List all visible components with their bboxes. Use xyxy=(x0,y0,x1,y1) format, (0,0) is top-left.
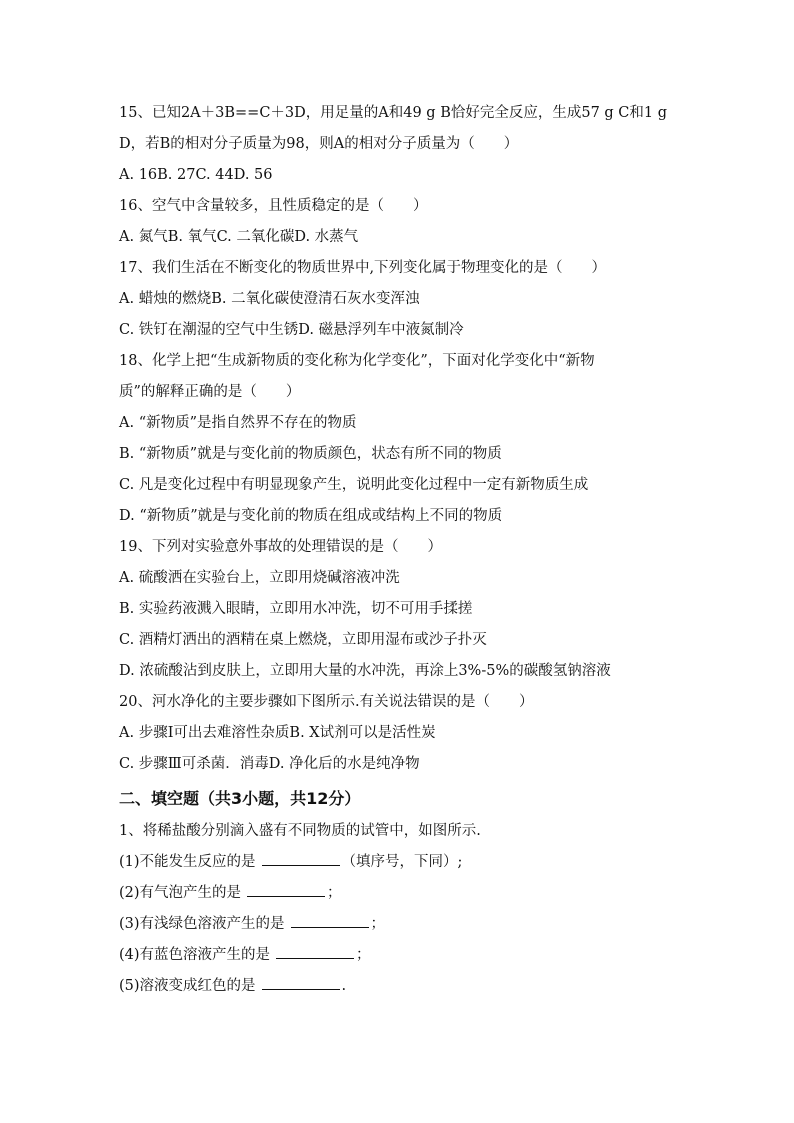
question-20-options-cd: C. 步骤Ⅲ可杀菌．消毒D. 净化后的水是纯净物 xyxy=(119,756,420,772)
question-18-option-b: B. “新物质”就是与变化前的物质颜色，状态有所不同的物质 xyxy=(119,446,502,462)
fill-item-1-prompt: (1)不能发生反应的是 xyxy=(119,854,256,870)
question-20-options-ab: A. 步骤Ⅰ可出去难溶性杂质B. X试剂可以是活性炭 xyxy=(119,725,436,741)
question-19-stem: 19、下列对实验意外事故的处理错误的是（ ） xyxy=(119,539,442,555)
question-18-line-1: 18、化学上把“生成新物质的变化称为化学变化”，下面对化学变化中“新物 xyxy=(119,353,595,369)
fill-item-3-prompt: (3)有浅绿色溶液产生的是 xyxy=(119,916,285,932)
question-18-option-d: D. “新物质”就是与变化前的物质在组成或结构上不同的物质 xyxy=(119,508,503,524)
fill-item-1-suffix: （填序号，下同）; xyxy=(341,854,463,870)
question-17-stem: 17、我们生活在不断变化的物质世界中,下列变化属于物理变化的是（ ） xyxy=(119,260,607,276)
fill-item-3 xyxy=(119,909,679,940)
fill-item-4 xyxy=(119,940,679,971)
fill-item-2-prompt: (2)有气泡产生的是 xyxy=(119,885,242,901)
question-19-option-b: B. 实验药液溅入眼睛，立即用水冲洗，切不可用手揉搓 xyxy=(119,601,473,617)
fill-item-2-suffix: ； xyxy=(327,885,342,901)
fill-question-1-stem: 1、将稀盐酸分别滴入盛有不同物质的试管中，如图所示. xyxy=(119,823,481,839)
question-18-line-2: 质”的解释正确的是（ ） xyxy=(119,384,301,400)
document-page xyxy=(119,98,679,1002)
section-2-heading: 二、填空题（共3小题，共12分） xyxy=(119,789,361,808)
fill-item-1 xyxy=(119,847,679,878)
question-15-options: A. 16B. 27C. 44D. 56 xyxy=(119,167,273,183)
answer-blank-3[interactable] xyxy=(291,911,369,928)
question-18-option-a: A. “新物质”是指自然界不存在的物质 xyxy=(119,415,357,431)
question-16-options: A. 氮气B. 氧气C. 二氧化碳D. 水蒸气 xyxy=(119,229,359,245)
question-16-stem: 16、空气中含量较多，且性质稳定的是（ ） xyxy=(119,198,428,214)
question-17-options-ab: A. 蜡烛的燃烧B. 二氧化碳使澄清石灰水变浑浊 xyxy=(119,291,420,307)
answer-blank-4[interactable] xyxy=(276,942,354,959)
answer-blank-5[interactable] xyxy=(262,973,340,990)
answer-blank-1[interactable] xyxy=(262,849,340,866)
answer-blank-2[interactable] xyxy=(247,880,325,897)
question-15-line-1: 15、已知2A＋3B==C＋3D，用足量的A和49 g B恰好完全反应，生成57 g C和1 g xyxy=(119,105,668,121)
fill-item-2 xyxy=(119,878,679,909)
fill-item-5-suffix: . xyxy=(341,978,347,994)
question-19-option-c: C. 酒精灯洒出的酒精在桌上燃烧，立即用湿布或沙子扑灭 xyxy=(119,632,487,648)
fill-item-3-suffix: ； xyxy=(370,916,386,932)
question-19-option-d: D. 浓硫酸沾到皮肤上，立即用大量的水冲洗，再涂上3%-5%的碳酸氢钠溶液 xyxy=(119,663,611,679)
fill-item-4-prompt: (4)有蓝色溶液产生的是 xyxy=(119,947,271,963)
fill-item-5 xyxy=(119,971,679,1002)
question-19-option-a: A. 硫酸洒在实验台上，立即用烧碱溶液冲洗 xyxy=(119,570,400,586)
question-18-option-c: C. 凡是变化过程中有明显现象产生，说明此变化过程中一定有新物质生成 xyxy=(119,477,589,493)
question-20-stem: 20、河水净化的主要步骤如下图所示.有关说法错误的是（ ） xyxy=(119,694,534,710)
question-15-line-2: D，若B的相对分子质量为98，则A的相对分子质量为（ ） xyxy=(119,136,519,152)
question-17-options-cd: C. 铁钉在潮湿的空气中生锈D. 磁悬浮列车中液氮制冷 xyxy=(119,322,464,338)
fill-item-4-suffix: ； xyxy=(356,947,371,963)
fill-item-5-prompt: (5)溶液变成红色的是 xyxy=(119,978,256,994)
